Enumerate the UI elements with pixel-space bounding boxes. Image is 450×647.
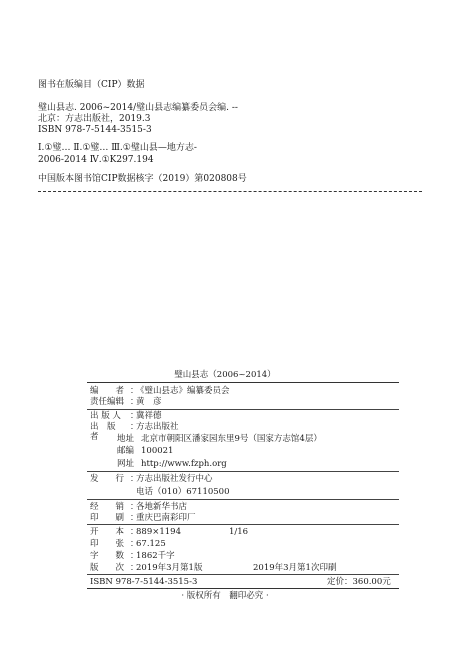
isbn-value: ISBN 978-7-5144-3515-3 xyxy=(90,577,198,587)
colon: ： xyxy=(130,411,139,421)
seller-value: 各地新华书店 xyxy=(136,502,188,512)
cip-line-5: 2006-2014 Ⅳ.①K297.194 xyxy=(38,155,154,165)
zip-label: 邮编 xyxy=(117,446,135,456)
responsible-editor-value: 黄 彦 xyxy=(136,397,162,407)
colon: ： xyxy=(130,474,139,484)
colon: ： xyxy=(130,551,139,561)
distributor-value: 方志出版社发行中心 xyxy=(136,474,213,484)
address-value: 北京市朝阳区潘家园东里9号（国家方志馆4层） xyxy=(141,434,322,444)
colon: ： xyxy=(130,397,139,407)
distributor-label: 发 行 xyxy=(90,474,125,484)
printer-value: 重庆巴南彩印厂 xyxy=(136,513,196,523)
rule xyxy=(87,471,399,472)
publisher-label: 出 版 者 xyxy=(90,422,125,442)
bottom-rule xyxy=(87,588,399,589)
rule xyxy=(87,524,399,525)
format-value: 889×1194 xyxy=(136,527,181,537)
rule xyxy=(87,574,399,575)
website-value: http://www.fzph.org xyxy=(141,459,227,469)
format-ratio: 1/16 xyxy=(229,527,249,537)
zip-value: 100021 xyxy=(141,446,174,456)
publisher-value: 方志出版社 xyxy=(136,422,179,432)
top-rule xyxy=(87,382,399,383)
word-count-value: 1862千字 xyxy=(136,551,175,561)
colon: ： xyxy=(130,386,139,396)
colon: ： xyxy=(130,502,139,512)
colon: ： xyxy=(130,539,139,549)
dashed-separator xyxy=(38,191,422,192)
publisher-person-label: 出 版 人 xyxy=(90,411,121,421)
book-title: 璧山县志（2006~2014） xyxy=(174,370,276,380)
colon: ： xyxy=(130,513,139,523)
publisher-person-value: 冀祥德 xyxy=(136,411,162,421)
sheets-value: 67.125 xyxy=(136,539,166,549)
cip-heading: 图书在版编目（CIP）数据 xyxy=(38,80,145,90)
seller-label: 经 销 xyxy=(90,502,125,512)
cip-line-4: Ⅰ.①璧… Ⅱ.①璧… Ⅲ.①璧山县—地方志- xyxy=(38,143,197,153)
cip-line-2: 北京：方志出版社，2019.3 xyxy=(38,114,151,124)
cip-line-1: 璧山县志. 2006~2014/璧山县志编纂委员会编. -- xyxy=(38,103,238,113)
price-value: 定价：360.00元 xyxy=(327,577,391,587)
rule xyxy=(87,499,399,500)
cip-check-number: 中国版本图书馆CIP数据核字（2019）第020808号 xyxy=(38,174,247,184)
edition-value: 2019年3月第1版 xyxy=(136,563,203,573)
telephone-value: 电话（010）67110500 xyxy=(136,487,230,497)
printer-label: 印 刷 xyxy=(90,513,125,523)
format-label: 开 本 xyxy=(90,527,125,537)
word-count-label: 字 数 xyxy=(90,551,125,561)
address-label: 地址 xyxy=(117,434,135,444)
responsible-editor-label: 责任编辑 xyxy=(90,397,125,407)
printing-value: 2019年3月第1次印刷 xyxy=(253,563,337,573)
colon: ： xyxy=(130,563,139,573)
colon: ： xyxy=(130,527,139,537)
editor-value: 《璧山县志》编纂委员会 xyxy=(136,386,230,396)
edition-label: 版 次 xyxy=(90,563,125,573)
website-label: 网址 xyxy=(117,459,135,469)
copyright-notice: · 版权所有 翻印必究 · xyxy=(181,591,269,601)
colon: ： xyxy=(130,422,139,432)
sheets-label: 印 张 xyxy=(90,539,125,549)
cip-line-3: ISBN 978-7-5144-3515-3 xyxy=(38,125,152,135)
rule xyxy=(87,409,399,410)
editor-label: 编 者 xyxy=(90,386,125,396)
